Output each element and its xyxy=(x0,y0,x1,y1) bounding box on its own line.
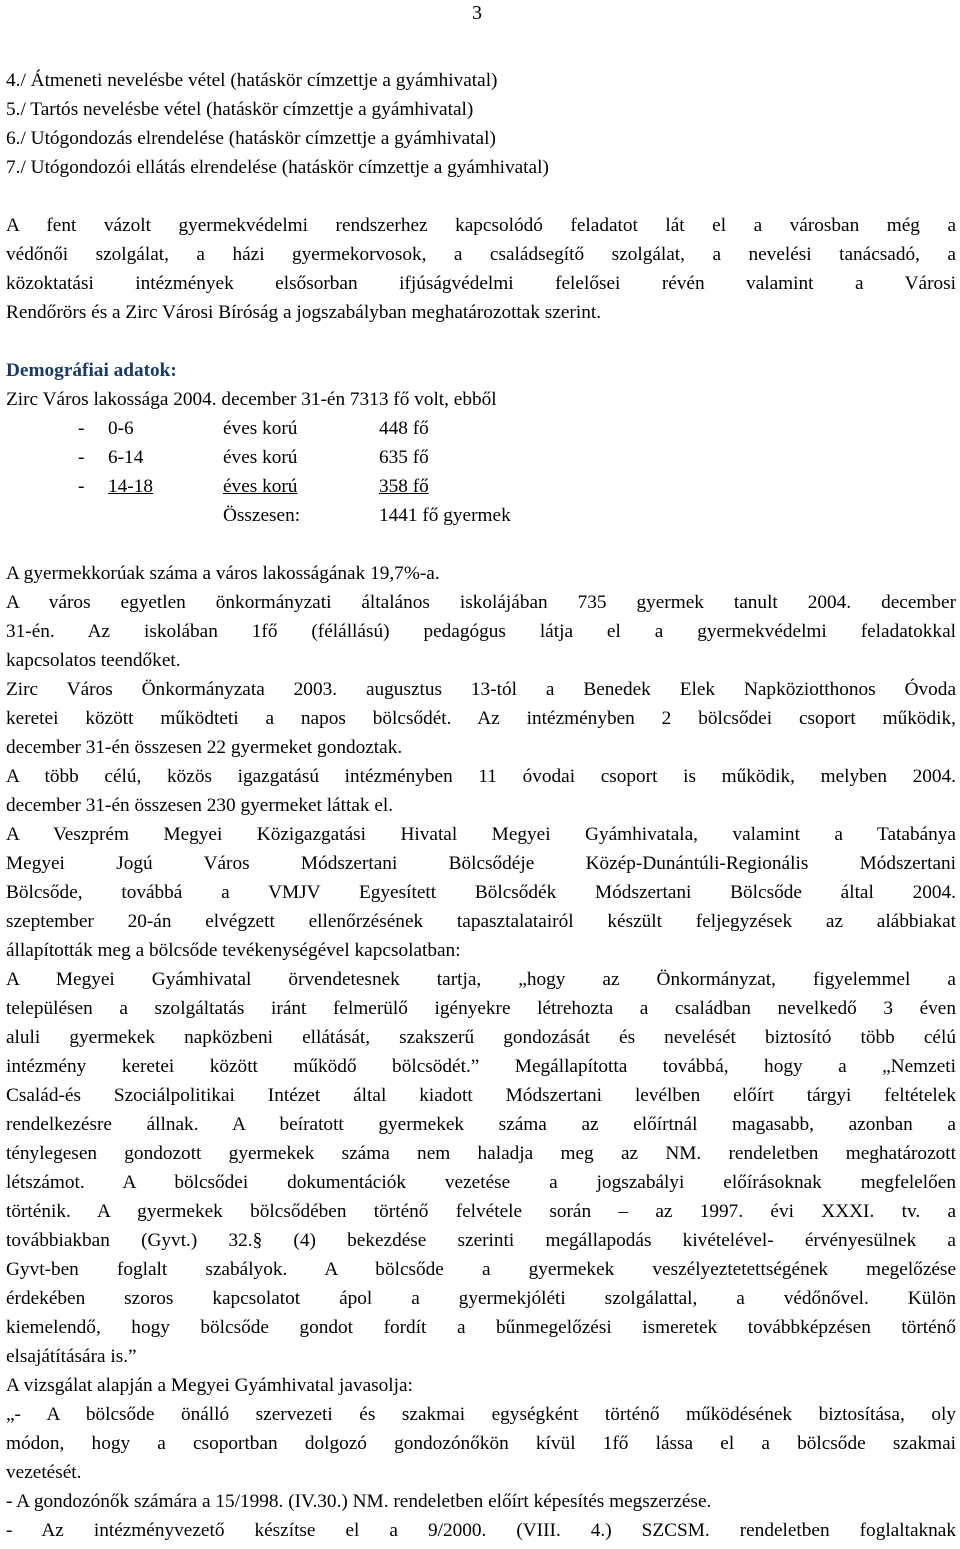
paragraph-line: A több célú, közös igazgatású intézményben 11 óvodai csoport is működik, melyben 2004. xyxy=(6,766,956,787)
paragraph-line: Család-és Szociálpolitikai Intézet által kiadott Módszertani levélben előírt tárgyi feltételek xyxy=(6,1085,956,1106)
paragraph-line: történik. A gyermekek bölcsődében történő felvétele során – az 1997. évi XXXI. tv. a xyxy=(6,1201,956,1222)
paragraph-line: szeptember 20-án elvégzett ellenőrzésének tapasztalatairól készült feljegyzések az alábbiakat xyxy=(6,911,956,932)
paragraph-line: Rendőrörs és a Zirc Városi Bíróság a jogszabályban meghatározottak szerint. xyxy=(6,302,602,323)
paragraph-line: A Megyei Gyámhivatal örvendetesnek tartja, „hogy az Önkormányzat, figyelemmel a xyxy=(6,969,956,990)
paragraph-line: állapították meg a bölcsőde tevékenységével kapcsolatban: xyxy=(6,940,461,961)
paragraph-line: december 31-én összesen 230 gyermeket láttak el. xyxy=(6,795,394,816)
paragraph-line: vezetését. xyxy=(6,1462,82,1483)
paragraph-line: létszámot. A bölcsődei dokumentációk vezetése a jogszabályi előírásoknak megfelelően xyxy=(6,1172,956,1193)
paragraph-line: keretei között működteti a napos bölcsődét. Az intézményben 2 bölcsődei csoport működik, xyxy=(6,708,956,729)
age-label: éves korú xyxy=(223,447,298,468)
table-row xyxy=(6,414,956,443)
main-text xyxy=(6,559,956,1545)
paragraph-line: ténylegesen gondozott gyermekek száma nem haladja meg az NM. rendeletben meghatározott xyxy=(6,1143,956,1164)
paragraph-line: közoktatási intézmények elsősorban ifjúságvédelmi felelősei révén valamint a Városi xyxy=(6,273,956,294)
dash: - xyxy=(78,447,85,468)
paragraph-line: továbbiakban (Gyvt.) 32.§ (4) bekezdése szerinti megállapodás kivételével- érvényesülnek a xyxy=(6,1230,956,1251)
dash: - xyxy=(78,476,85,497)
age-range: 6-14 xyxy=(108,447,144,468)
paragraph-line: településen a szolgáltatás iránt felmerülő igényekre létrehozta a családban nevelkedő 3 éven xyxy=(6,998,956,1019)
paragraph-line: december 31-én összesen 22 gyermeket gondoztak. xyxy=(6,737,403,758)
document-body xyxy=(6,66,956,1545)
paragraph-line: kapcsolatos teendőket. xyxy=(6,650,181,671)
paragraph-line: rendelkezésre állnak. A beíratott gyermekek száma az előírtnál magasabb, azonban a xyxy=(6,1114,956,1135)
list-item: 7./ Utógondozói ellátás elrendelése (hatáskör címzettje a gyámhivatal) xyxy=(6,157,549,178)
paragraph-line: A gyermekkorúak száma a város lakosságának 19,7%-a. xyxy=(6,563,440,584)
paragraph-line: - Az intézményvezető készítse el a 9/2000. (VIII. 4.) SZCSM. rendeletben foglaltaknak xyxy=(6,1520,956,1541)
paragraph-line: intézmény keretei között működő bölcsödét.” Megállapította továbbá, hogy a „Nemzeti xyxy=(6,1056,956,1077)
count-value: 358 fő xyxy=(379,476,429,497)
table-row xyxy=(6,472,956,501)
paragraph-line: módon, hogy a csoportban dolgozó gondozónőkön kívül 1fő lássa el a bölcsőde szakmai xyxy=(6,1433,956,1454)
total-row xyxy=(6,501,956,530)
paragraph-line: A fent vázolt gyermekvédelmi rendszerhez kapcsolódó feladatot lát el a városban még a xyxy=(6,215,956,236)
item-list xyxy=(6,66,956,182)
total-value: 1441 fő gyermek xyxy=(379,505,511,526)
paragraph-line: Megyei Jogú Város Módszertani Bölcsődéje Közép-Dunántúli-Regionális Módszertani xyxy=(6,853,956,874)
list-item: 4./ Átmeneti nevelésbe vétel (hatáskör címzettje a gyámhivatal) xyxy=(6,70,498,91)
paragraph-line: Bölcsőde, továbbá a VMJV Egyesített Bölcsődék Módszertani Bölcsőde által 2004. xyxy=(6,882,956,903)
demographics-intro: Zirc Város lakossága 2004. december 31-én 7313 fő volt, ebből xyxy=(6,389,497,410)
paragraph-line: 31-én. Az iskolában 1fő (félállású) pedagógus látja el a gyermekvédelmi feladatokkal xyxy=(6,621,956,642)
paragraph-line: érdekében szoros kapcsolatot ápol a gyermekjóléti szolgálattal, a védőnővel. Külön xyxy=(6,1288,956,1309)
age-label: éves korú xyxy=(223,476,298,497)
total-label: Összesen: xyxy=(223,505,301,526)
paragraph-line: - A gondozónők számára a 15/1998. (IV.30.) NM. rendeletben előírt képesítés megszerzése. xyxy=(6,1491,712,1512)
age-range: 0-6 xyxy=(108,418,134,439)
paragraph-line: kiemelendő, hogy bölcsőde gondot fordít a bűnmegelőzési ismeretek továbbképzésen történő xyxy=(6,1317,956,1338)
paragraph-line: Zirc Város Önkormányzata 2003. augusztus 13-tól a Benedek Elek Napköziotthonos Óvoda xyxy=(6,679,956,700)
count-value: 448 fő xyxy=(379,418,429,439)
count-value: 635 fő xyxy=(379,447,429,468)
age-range: 14-18 xyxy=(108,476,153,497)
page-number: 3 xyxy=(472,2,482,24)
age-label: éves korú xyxy=(223,418,298,439)
paragraph-line: aluli gyermekek napközbeni ellátását, szakszerű gondozását és nevelését biztosító több célú xyxy=(6,1027,956,1048)
paragraph-line: védőnői szolgálat, a házi gyermekorvosok, a családsegítő szolgálat, a nevelési tanácsadó, a xyxy=(6,244,956,265)
list-item: 5./ Tartós nevelésbe vétel (hatáskör címzettje a gyámhivatal) xyxy=(6,99,474,120)
paragraph-line: elsajátítására is.” xyxy=(6,1346,137,1367)
paragraph-line: A Veszprém Megyei Közigazgatási Hivatal Megyei Gyámhivatala, valamint a Tatabánya xyxy=(6,824,956,845)
section-heading: Demográfiai adatok: xyxy=(6,360,177,381)
list-item: 6./ Utógondozás elrendelése (hatáskör címzettje a gyámhivatal) xyxy=(6,128,496,149)
intro-paragraph xyxy=(6,211,956,327)
table-row xyxy=(6,443,956,472)
paragraph-line: A város egyetlen önkormányzati általános iskolájában 735 gyermek tanult 2004. december xyxy=(6,592,956,613)
paragraph-line: A vizsgálat alapján a Megyei Gyámhivatal javasolja: xyxy=(6,1375,413,1396)
paragraph-line: Gyvt-ben foglalt szabályok. A bölcsőde a gyermekek veszélyeztetettségének megelőzése xyxy=(6,1259,956,1280)
dash: - xyxy=(78,418,85,439)
demographics-table xyxy=(6,414,956,530)
paragraph-line: „- A bölcsőde önálló szervezeti és szakmai egységként történő működésének biztosítása, oly xyxy=(6,1404,956,1425)
